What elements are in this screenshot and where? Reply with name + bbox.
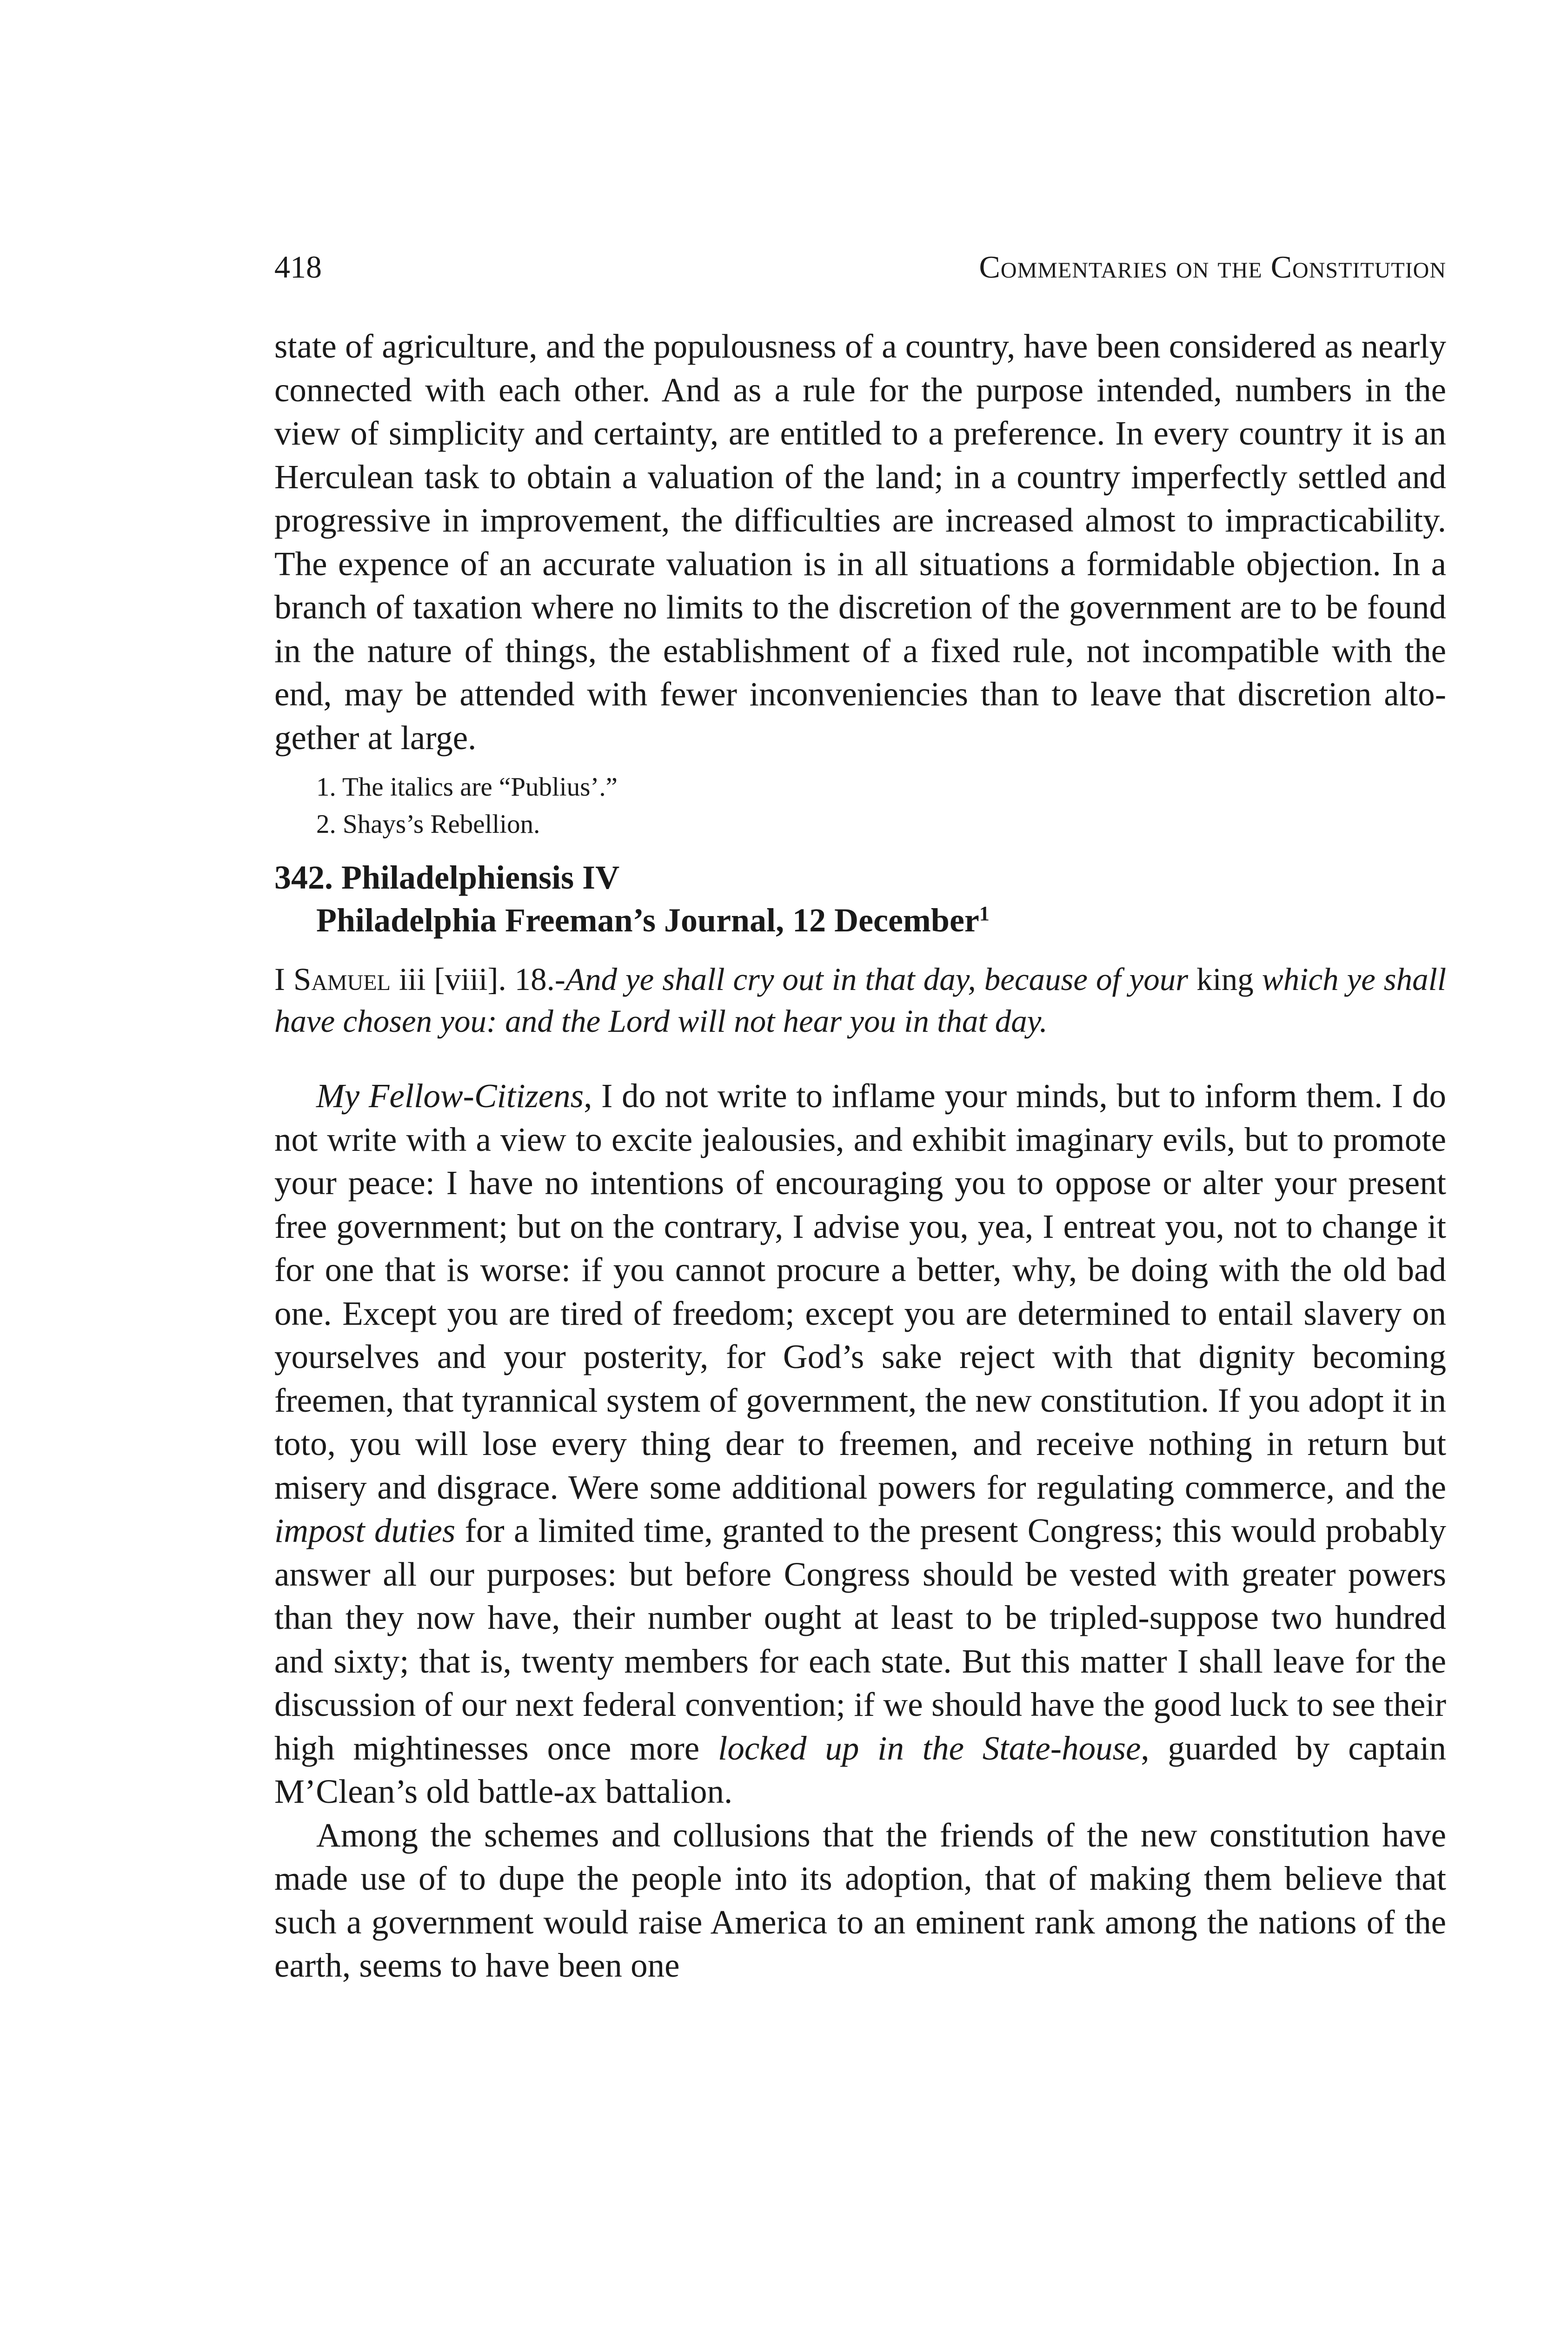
paragraph-schemes: Among the schemes and collusions that the friends of the new constitution have made use of to dupe the people into its adoption, that of making them believe that such a government would raise America to an eminent rank among the nations of the earth, seems to have been one xyxy=(274,1816,1446,1984)
footnote-2: 2. Shays’s Rebellion. xyxy=(316,810,540,839)
salutation: My Fellow-Citizens xyxy=(316,1077,584,1115)
epigraph xyxy=(274,958,1446,1042)
epigraph-quote-start: And ye shall cry out in that day, because of your xyxy=(565,962,1189,997)
paragraph1-text-a: , I do not write to inflame your minds, but to inform them. I do not write with a view to excite jealousies, and exhibit imaginary evils, but to promote your peace: I have no intentions of encouraging you to oppose or alter your present free government; but on the contrary, I advise you, yea, I entreat you, not to change it for one that is worse: if you cannot procure a better, why, be doing with the old bad one. Except you are tired of freedom; except you are determined to entail slavery on yourselves and your posterity, for God’s sake reject with that dignity becoming freemen, that tyrannical system of government, the new constitution. If you adopt it in toto, you will lose every thing dear to freemen, and receive nothing in return but misery and disgrace. Were some additional powers for regulating commerce, and the xyxy=(274,1077,1446,1506)
footnote-marker: 1 xyxy=(979,902,990,925)
document-number-title: 342. Philadelphiensis IV xyxy=(274,859,620,896)
footnotes xyxy=(274,769,1446,843)
epigraph-plain-word: king xyxy=(1188,962,1262,997)
document-source-line xyxy=(274,899,1446,942)
epigraph-quote-end: which ye shall have chosen you: and the Lord will not hear you in that day. xyxy=(274,962,1447,1039)
document-source: Philadelphia Freeman’s Journal, 12 December xyxy=(316,902,979,939)
page-number: 418 xyxy=(274,249,322,285)
paragraph1-text-b: for a limited time, granted to the present Congress; this would probably answer all our purposes: but before Congress should be vested with greater powers than they now have, their number ought at least to be tripled-suppose two hundred and sixty; that is, twenty members for each state. But this matter I shall leave for the discussion of our next federal convention; if we should have the good luck to see their high mightinesses once more xyxy=(274,1512,1446,1767)
epigraph-citation: iii [viii]. 18.- xyxy=(391,962,565,997)
state-house-phrase: locked up in the State-house xyxy=(718,1729,1141,1767)
paragraph-fellow-citizens xyxy=(274,1074,1446,1814)
paragraph1-text-c: , guarded by captain M’Clean’s old battle-ax battalion. xyxy=(274,1729,1446,1810)
epigraph-book: I Samuel xyxy=(274,962,391,997)
document-heading xyxy=(274,856,1446,942)
continuation-paragraph: state of agriculture, and the populousness of a country, have been considered as nearly connected with each other. And as a rule for the purpose intended, numbers in the view of simplicity and certainty, are entitled to a preference. In every country it is an Herculean task to obtain a valuation of the land; in a country imperfectly settled and progressive in improvement, the difficulties are increased almost to impracticability. The expence of an accurate valuation is in all situations a formidable objection. In a branch of taxation where no limits to the discretion of the government are to be found in the nature of things, the establishment of a fixed rule, not incompatible with the end, may be attended with fewer inconveniencies than to leave that discretion altogether at large. xyxy=(274,327,1446,757)
impost-duties-phrase: impost duties xyxy=(274,1512,456,1549)
document-page xyxy=(274,251,1446,1987)
running-head xyxy=(274,251,1446,283)
footnote-1: 1. The italics are “Publius’.” xyxy=(316,772,618,802)
running-title: Commentaries on the Constitution xyxy=(979,249,1446,285)
